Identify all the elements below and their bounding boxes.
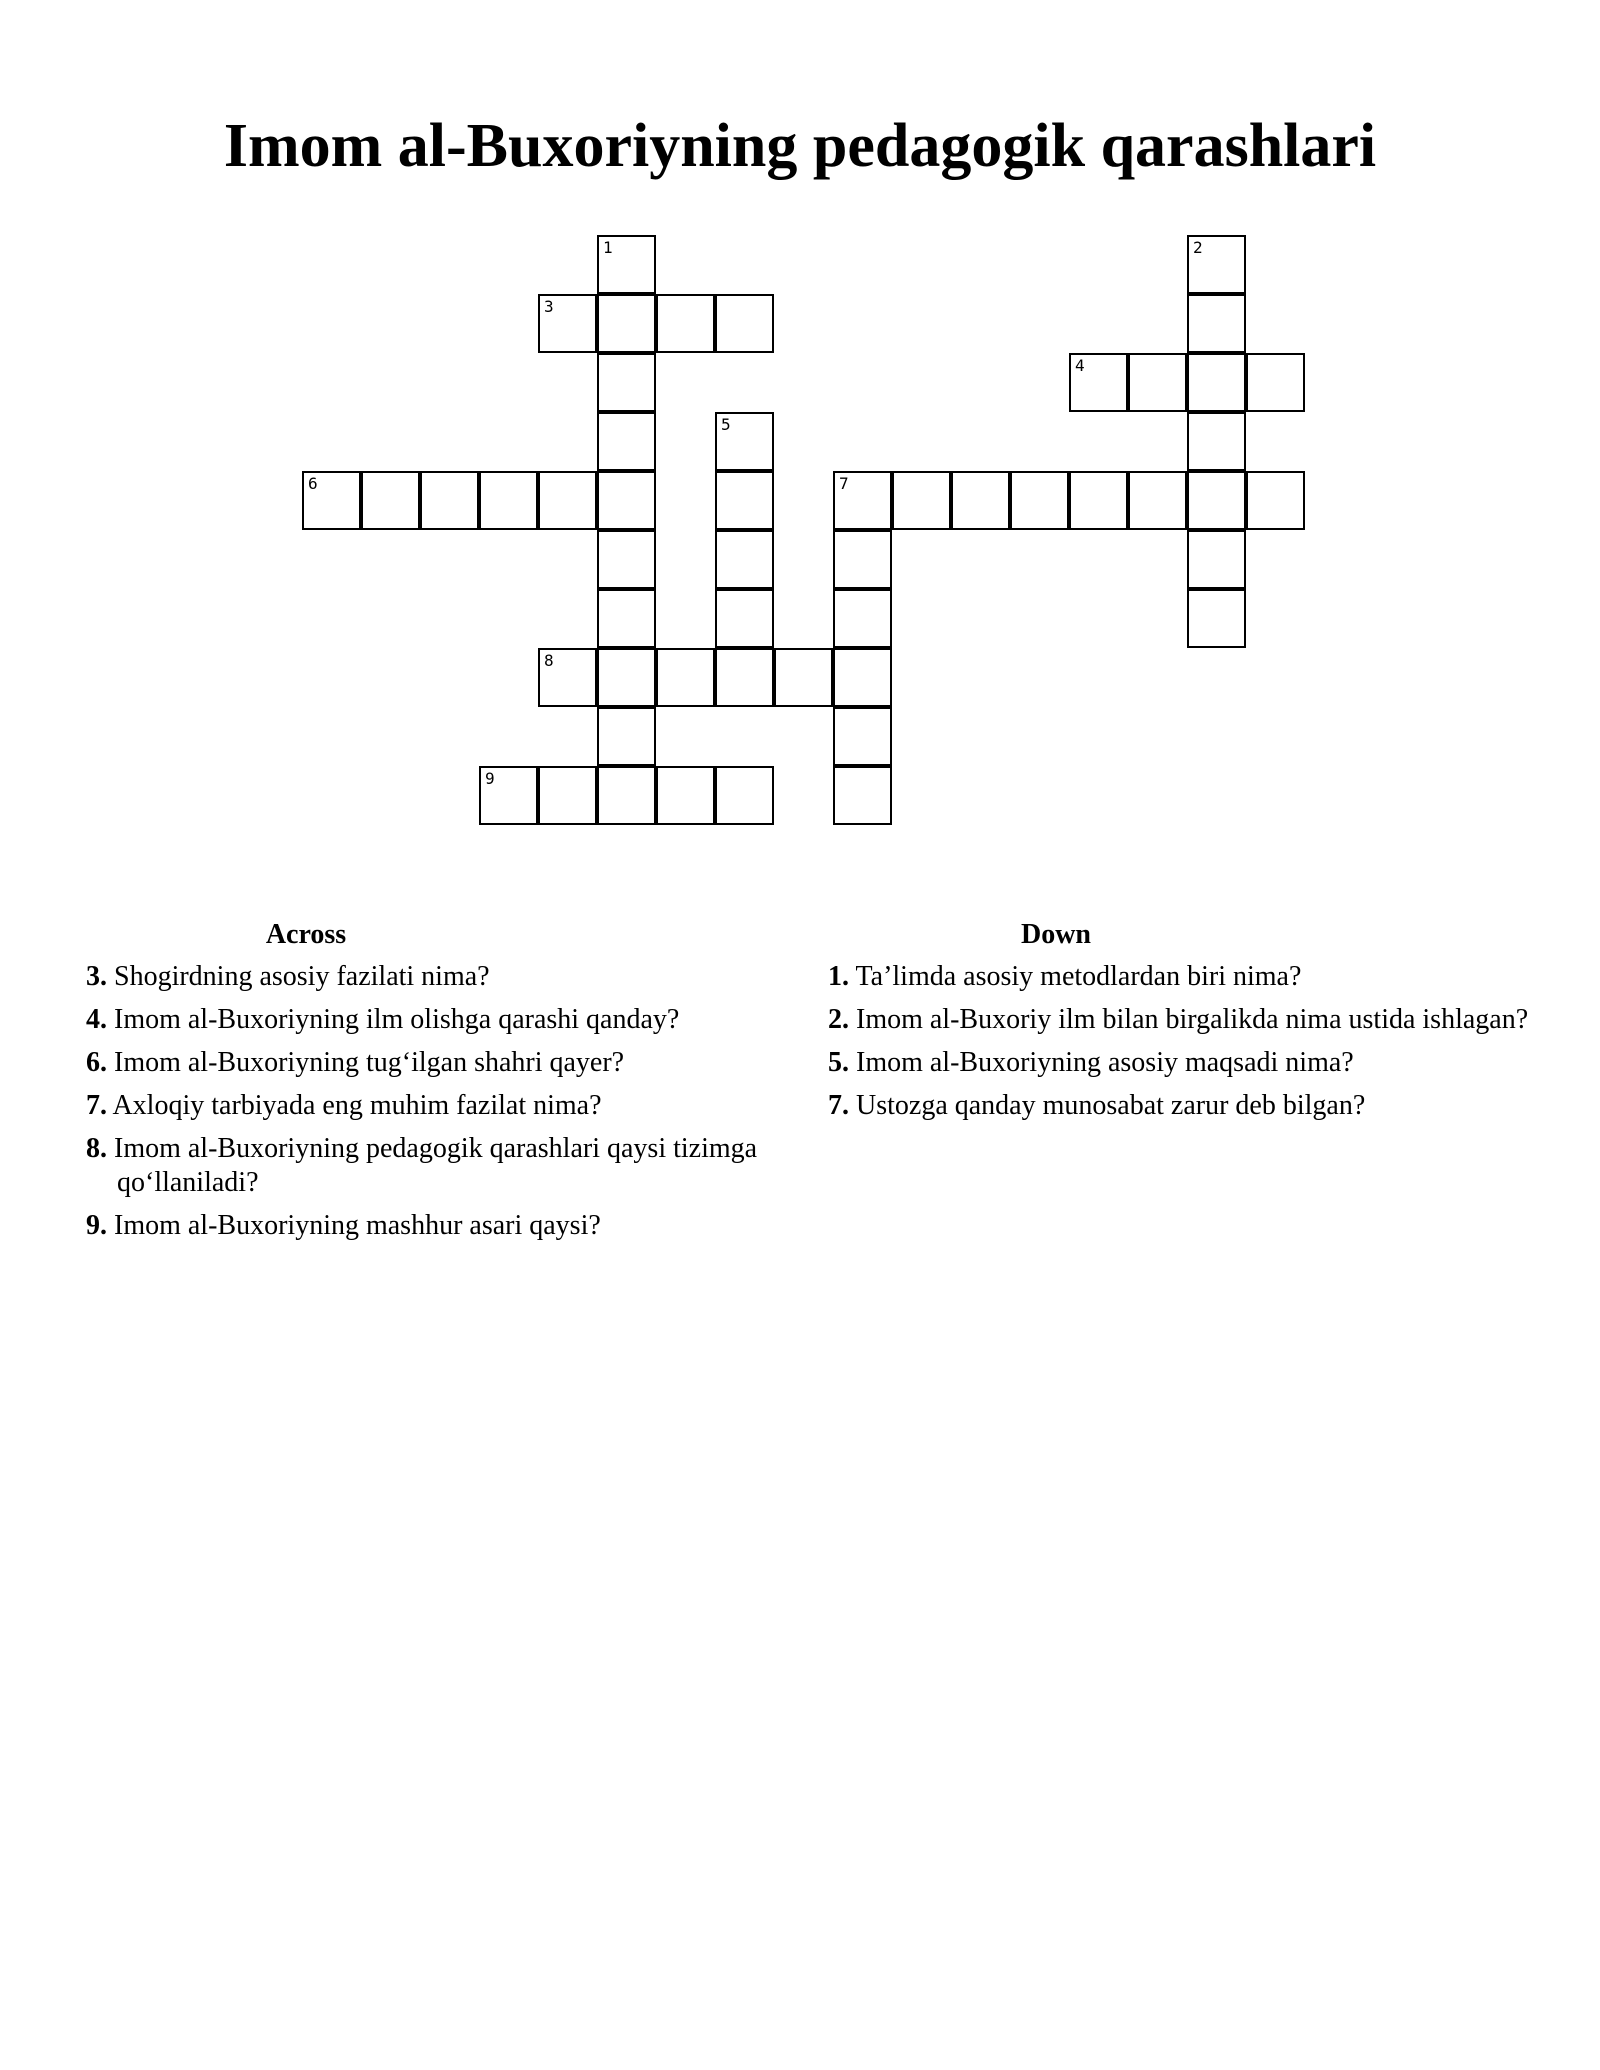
clue-text: Imom al-Buxoriyning ilm olishga qarashi qanday? bbox=[107, 1003, 680, 1035]
grid-cell[interactable] bbox=[715, 471, 774, 530]
clue-number: 7. bbox=[86, 1089, 107, 1121]
clue-text: Ta’limda asosiy metodlardan biri nima? bbox=[849, 960, 1302, 992]
clue-text: Imom al-Buxoriyning pedagogik qarashlari qaysi tizimga qo‘llaniladi? bbox=[107, 1132, 758, 1198]
cell-number: 3 bbox=[544, 297, 554, 316]
clue-number: 2. bbox=[828, 1003, 849, 1035]
clue-text: Ustozga qanday munosabat zarur deb bilgan? bbox=[849, 1089, 1366, 1121]
cell-number: 2 bbox=[1193, 238, 1203, 257]
down-clue-list bbox=[828, 960, 1548, 1123]
grid-cell[interactable] bbox=[597, 353, 656, 412]
grid-cell[interactable] bbox=[656, 294, 715, 353]
grid-cell[interactable] bbox=[1246, 471, 1305, 530]
across-clue bbox=[86, 1132, 806, 1200]
grid-cell[interactable] bbox=[302, 471, 361, 530]
clue-number: 7. bbox=[828, 1089, 849, 1121]
cell-number: 1 bbox=[603, 238, 613, 257]
grid-cell[interactable] bbox=[361, 471, 420, 530]
grid-cell[interactable] bbox=[597, 707, 656, 766]
grid-cell[interactable] bbox=[1187, 235, 1246, 294]
clue-text: Axloqiy tarbiyada eng muhim fazilat nima? bbox=[107, 1089, 602, 1121]
grid-cell[interactable] bbox=[597, 471, 656, 530]
down-clue bbox=[828, 1089, 1548, 1123]
clue-text: Imom al-Buxoriy ilm bilan birgalikda nima ustida ishlagan? bbox=[849, 1003, 1529, 1035]
grid-cell[interactable] bbox=[597, 294, 656, 353]
across-clue bbox=[86, 1089, 806, 1123]
across-clue bbox=[86, 1209, 806, 1243]
grid-cell[interactable] bbox=[597, 766, 656, 825]
grid-cell[interactable] bbox=[597, 648, 656, 707]
clue-number: 5. bbox=[828, 1046, 849, 1078]
clue-text: Shogirdning asosiy fazilati nima? bbox=[107, 960, 490, 992]
across-heading: Across bbox=[265, 919, 347, 950]
down-clue bbox=[828, 960, 1548, 994]
grid-cell[interactable] bbox=[538, 471, 597, 530]
down-heading: Down bbox=[1020, 919, 1091, 950]
across-clue bbox=[86, 1046, 806, 1080]
grid-cell[interactable] bbox=[1069, 353, 1128, 412]
grid-cell[interactable] bbox=[833, 766, 892, 825]
grid-cell[interactable] bbox=[892, 471, 951, 530]
grid-cell[interactable] bbox=[538, 648, 597, 707]
across-clue bbox=[86, 960, 806, 994]
grid-cell[interactable] bbox=[833, 648, 892, 707]
grid-cell[interactable] bbox=[1187, 353, 1246, 412]
grid-cell[interactable] bbox=[479, 766, 538, 825]
grid-cell[interactable] bbox=[1128, 353, 1187, 412]
crossword-grid bbox=[0, 0, 1600, 830]
grid-cell[interactable] bbox=[833, 530, 892, 589]
grid-cell[interactable] bbox=[1010, 471, 1069, 530]
grid-cell[interactable] bbox=[833, 707, 892, 766]
grid-cell[interactable] bbox=[538, 294, 597, 353]
grid-cell[interactable] bbox=[715, 294, 774, 353]
grid-cell[interactable] bbox=[420, 471, 479, 530]
grid-cell[interactable] bbox=[833, 589, 892, 648]
down-clue bbox=[828, 1003, 1548, 1037]
grid-cell[interactable] bbox=[1246, 353, 1305, 412]
clue-text: Imom al-Buxoriyning tug‘ilgan shahri qayer? bbox=[107, 1046, 625, 1078]
grid-cell[interactable] bbox=[774, 648, 833, 707]
grid-cell[interactable] bbox=[1187, 471, 1246, 530]
clue-number: 3. bbox=[86, 960, 107, 992]
cell-number: 8 bbox=[544, 651, 554, 670]
grid-cell[interactable] bbox=[656, 766, 715, 825]
cell-number: 5 bbox=[721, 415, 731, 434]
down-clues bbox=[828, 918, 1548, 1132]
grid-cell[interactable] bbox=[597, 589, 656, 648]
clue-number: 6. bbox=[86, 1046, 107, 1078]
grid-cell[interactable] bbox=[715, 589, 774, 648]
grid-cell[interactable] bbox=[1128, 471, 1187, 530]
clue-number: 4. bbox=[86, 1003, 107, 1035]
cell-number: 6 bbox=[308, 474, 318, 493]
grid-cell[interactable] bbox=[715, 766, 774, 825]
cell-number: 4 bbox=[1075, 356, 1085, 375]
grid-cell[interactable] bbox=[538, 766, 597, 825]
down-clue bbox=[828, 1046, 1548, 1080]
clue-text: Imom al-Buxoriyning mashhur asari qaysi? bbox=[107, 1209, 601, 1241]
grid-cell[interactable] bbox=[656, 648, 715, 707]
page-title: Imom al-Buxoriyning pedagogik qarashlari bbox=[223, 112, 1377, 180]
grid-cell[interactable] bbox=[597, 530, 656, 589]
grid-cell[interactable] bbox=[1187, 294, 1246, 353]
grid-cell[interactable] bbox=[715, 530, 774, 589]
clue-number: 8. bbox=[86, 1132, 107, 1164]
grid-cell[interactable] bbox=[597, 412, 656, 471]
grid-cell[interactable] bbox=[1069, 471, 1128, 530]
across-clue bbox=[86, 1003, 806, 1037]
grid-cell[interactable] bbox=[833, 471, 892, 530]
clue-number: 1. bbox=[828, 960, 849, 992]
grid-cell[interactable] bbox=[479, 471, 538, 530]
cell-number: 9 bbox=[485, 769, 495, 788]
clue-text: Imom al-Buxoriyning asosiy maqsadi nima? bbox=[849, 1046, 1354, 1078]
grid-cell[interactable] bbox=[1187, 530, 1246, 589]
grid-cell[interactable] bbox=[715, 648, 774, 707]
cell-number: 7 bbox=[839, 474, 849, 493]
grid-cell[interactable] bbox=[1187, 412, 1246, 471]
grid-cell[interactable] bbox=[715, 412, 774, 471]
grid-cell[interactable] bbox=[597, 235, 656, 294]
across-clues bbox=[86, 918, 806, 1252]
grid-cell[interactable] bbox=[951, 471, 1010, 530]
grid-cell[interactable] bbox=[1187, 589, 1246, 648]
across-clue-list bbox=[86, 960, 806, 1243]
clue-number: 9. bbox=[86, 1209, 107, 1241]
